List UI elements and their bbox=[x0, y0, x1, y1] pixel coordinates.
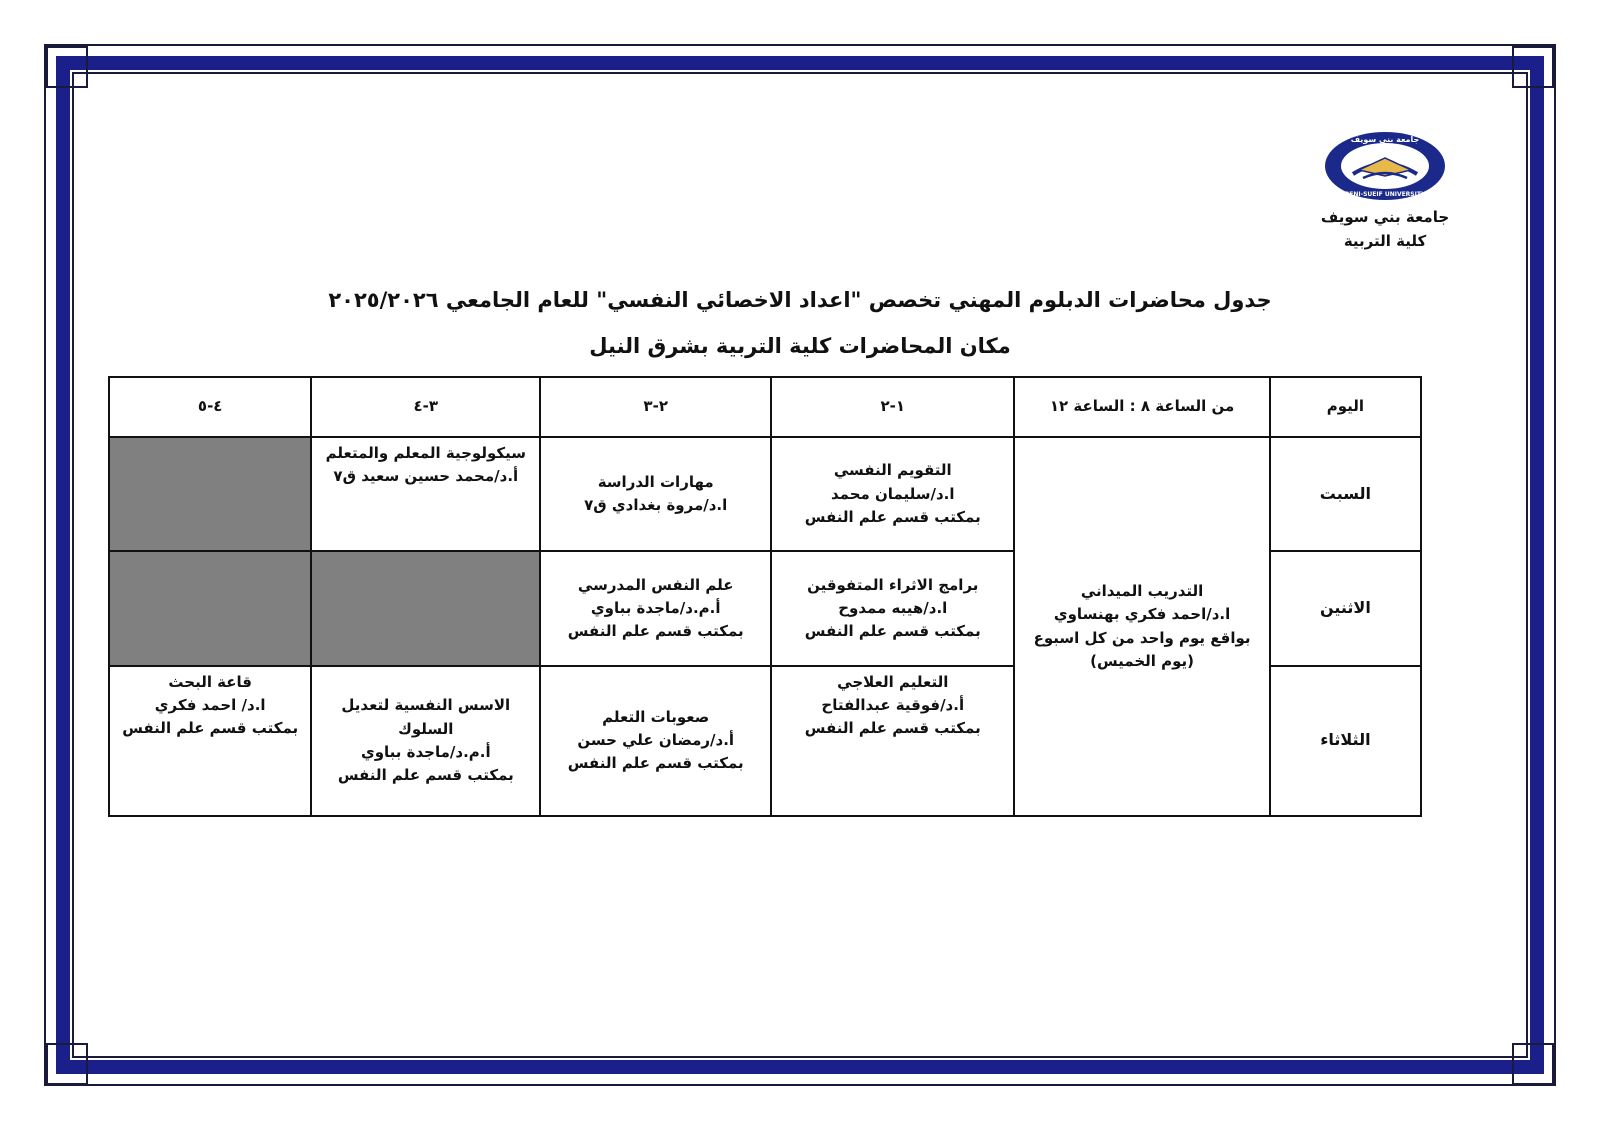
header-slot-3-4: ٣-٤ bbox=[311, 377, 540, 437]
course-name: التقويم النفسي bbox=[833, 461, 952, 480]
logo-english-text: BENI-SUEIF UNIVERSITY bbox=[1344, 191, 1426, 198]
course-name: علم النفس المدرسي bbox=[577, 575, 734, 594]
instructor-name: ا.د/هيبه ممدوح bbox=[838, 598, 948, 617]
location: بمكتب قسم علم النفس bbox=[804, 719, 981, 738]
course-name: سيكولوجية المعلم والمتعلم bbox=[325, 444, 526, 462]
cell-mon-1-2 bbox=[771, 551, 1014, 665]
course-name: الاسس النفسية لتعديل bbox=[341, 696, 511, 715]
faculty-name: كلية التربية bbox=[1343, 232, 1427, 250]
university-logo bbox=[1310, 130, 1460, 202]
course-name-cont: السلوك bbox=[398, 719, 454, 738]
cell-mon-2-3 bbox=[540, 551, 771, 665]
location: بمكتب قسم علم النفس bbox=[337, 766, 514, 785]
location: بمكتب قسم علم النفس bbox=[804, 622, 981, 641]
cell-sat-1-2 bbox=[771, 437, 1014, 551]
instructor-name: ا.د/ احمد فكري bbox=[154, 695, 266, 714]
location: بمكتب قسم علم النفس bbox=[567, 754, 744, 773]
cell-empty bbox=[109, 551, 311, 665]
header-slot-1-2: ١-٢ bbox=[771, 377, 1014, 437]
frame-corner bbox=[46, 46, 88, 88]
university-seal-icon bbox=[1323, 130, 1447, 202]
day-saturday: السبت bbox=[1270, 437, 1421, 551]
table-header-row bbox=[109, 377, 1421, 437]
cell-empty bbox=[109, 437, 311, 551]
instructor-name: أ.م.د/ماجدة بباوي bbox=[360, 742, 491, 761]
course-name: قاعة البحث bbox=[168, 672, 252, 691]
location: بمكتب قسم علم النفس bbox=[804, 507, 981, 526]
header-morning: من الساعة ٨ : الساعة ١٢ bbox=[1014, 377, 1269, 437]
instructor-name: ا.د/احمد فكري بهنساوي bbox=[1053, 605, 1231, 624]
cell-field-training bbox=[1014, 437, 1269, 816]
logo-arabic-text: جامعة بني سويف bbox=[1350, 135, 1420, 144]
location: بمكتب قسم علم النفس bbox=[122, 719, 299, 738]
cell-tue-3-4 bbox=[311, 666, 540, 816]
schedule-table bbox=[108, 376, 1422, 817]
instructor-name: أ.د/محمد حسين سعيد ق٧ bbox=[333, 467, 519, 486]
course-name: مهارات الدراسة bbox=[597, 472, 714, 491]
schedule-day-note: (يوم الخميس) bbox=[1090, 651, 1195, 670]
instructor-name: أ.د/رمضان علي حسن bbox=[577, 731, 735, 750]
cell-sat-2-3 bbox=[540, 437, 771, 551]
cell-tue-2-3 bbox=[540, 666, 771, 816]
university-header bbox=[1310, 130, 1460, 250]
frame-corner bbox=[1512, 46, 1554, 88]
instructor-name: أ.م.د/ماجدة بباوي bbox=[590, 598, 721, 617]
schedule-note: بواقع يوم واحد من كل اسبوع bbox=[1033, 628, 1251, 647]
course-name: التدريب الميداني bbox=[1080, 582, 1204, 600]
location: بمكتب قسم علم النفس bbox=[567, 622, 744, 641]
course-name: برامج الاثراء المتفوقين bbox=[807, 575, 979, 594]
frame-corner bbox=[46, 1043, 88, 1085]
header-day: اليوم bbox=[1270, 377, 1421, 437]
university-name: جامعة بني سويف bbox=[1320, 208, 1450, 226]
day-monday: الاثنين bbox=[1270, 551, 1421, 665]
course-name: التعليم العلاجي bbox=[837, 672, 949, 691]
table-row-saturday bbox=[109, 437, 1421, 551]
header-slot-2-3: ٢-٣ bbox=[540, 377, 771, 437]
page-subtitle: مكان المحاضرات كلية التربية بشرق النيل bbox=[589, 334, 1011, 358]
cell-tue-1-2 bbox=[771, 666, 1014, 816]
cell-sat-3-4 bbox=[311, 437, 540, 551]
frame-corner bbox=[1512, 1043, 1554, 1085]
cell-empty bbox=[311, 551, 540, 665]
instructor-name: ا.د/مروة بغدادي ق٧ bbox=[584, 496, 728, 515]
header-slot-4-5: ٤-٥ bbox=[109, 377, 311, 437]
day-tuesday: الثلاثاء bbox=[1270, 666, 1421, 816]
page-title: جدول محاضرات الدبلوم المهني تخصص "اعداد الاخصائي النفسي" للعام الجامعي ٢٠٢٥/٢٠٢٦ bbox=[328, 288, 1272, 312]
course-name: صعوبات التعلم bbox=[602, 707, 710, 726]
instructor-name: أ.د/فوقية عبدالفتاح bbox=[821, 695, 965, 714]
instructor-name: ا.د/سليمان محمد bbox=[830, 484, 955, 503]
cell-tue-4-5 bbox=[109, 666, 311, 816]
